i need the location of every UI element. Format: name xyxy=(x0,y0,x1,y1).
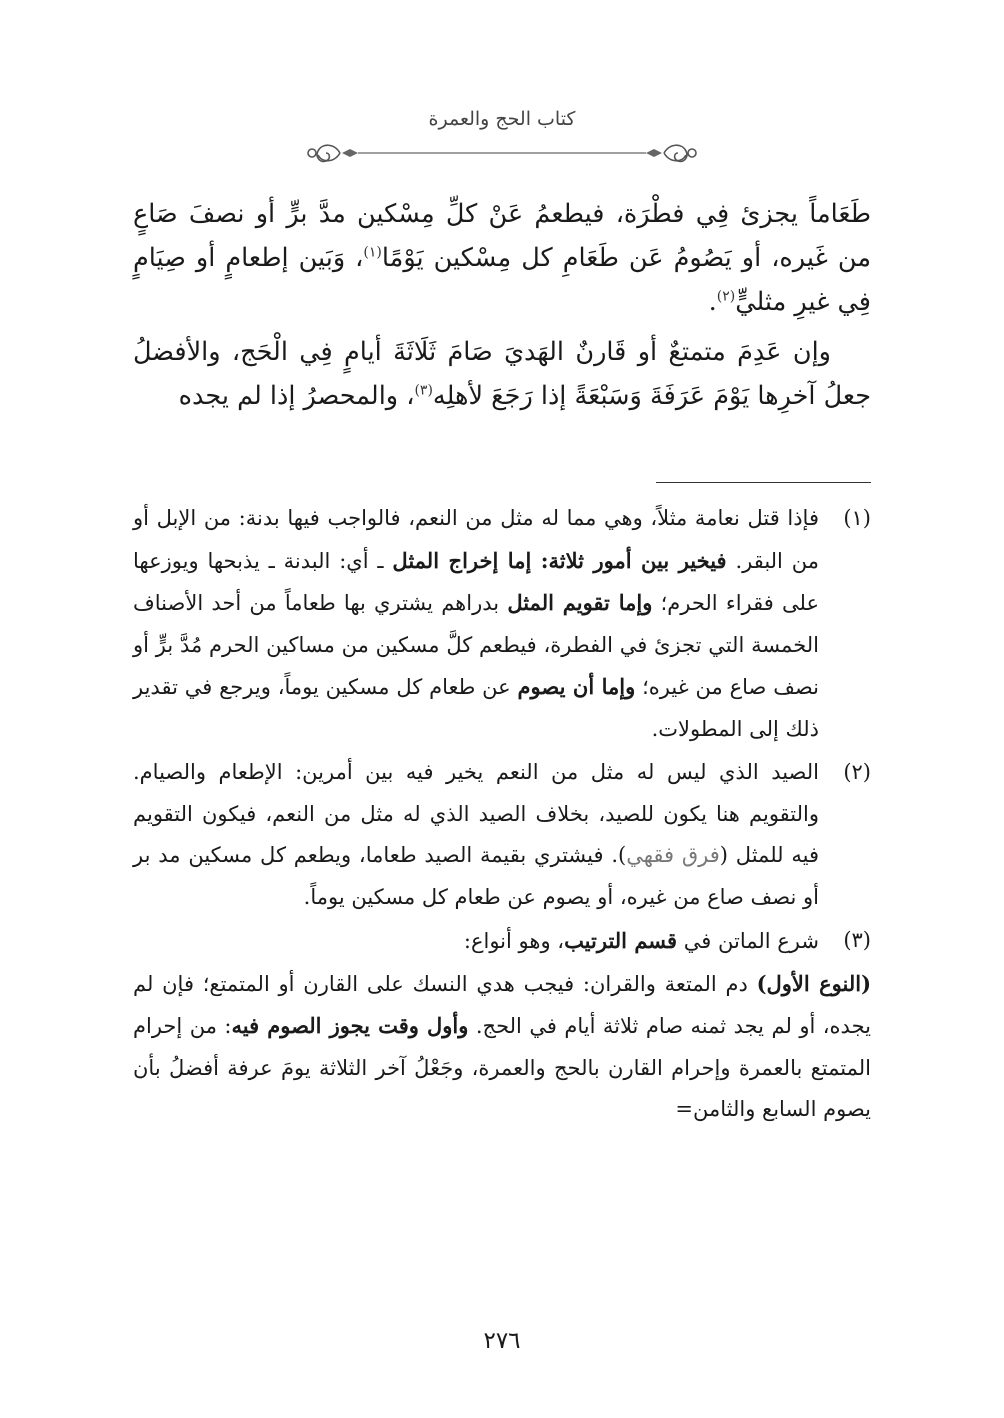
footnote-separator xyxy=(656,482,871,483)
footnote-ref-2[interactable]: (٢) xyxy=(716,288,736,305)
ornament-divider-icon xyxy=(300,136,704,170)
main-text xyxy=(133,192,871,418)
footnote-3: (٣) شرع الماتن في قسم الترتيب، وهو أنواع: xyxy=(133,920,871,963)
footnotes xyxy=(133,498,871,1131)
main-paragraph-2: وإن عَدِمَ متمتعٌ أو قَارنٌ الهَديَ صَامَ ثَلَاثَةَ أيامٍ فِي الْحَج، والأفضلُ جعلُ آخرِها يَوْمَ عَرَفَةَ وَسَبْعَةً إذا رَجَعَ لأهلِه$^{(٣)}$، والمحصرُ إذا لم يجده xyxy=(133,337,871,411)
footnote-number: (٢) xyxy=(843,760,871,784)
page-number: ٢٧٦ xyxy=(483,1328,521,1354)
running-header xyxy=(300,108,704,170)
footnote-3-continuation: (النوع الأول) دم المتعة والقران: فيجب هدي النسك على القارن أو المتمتع؛ فإن لم يجده، أو لم يجد ثمنه صام ثلاثة أيام في الحج. وأول وقت يجوز الصوم فيه: من إحرام المتمتع بالعمرة وإحرام القارن بالحج والعمرة، وجَعْلُ آخر الثلاثة يومَ عرفة أفضلُ بأن يصوم السابع والثامن= xyxy=(133,970,871,1121)
footnote-2: (٢) الصيد الذي ليس له مثل من النعم يخير فيه بين أمرين: الإطعام والصيام. والتقويم هنا يكون للصيد، بخلاف الصيد الذي له مثل من النعم، فيكون التقويم فيه للمثل (فرق فقهي). فيشتري بقيمة الصيد طعاما، ويطعم كل مسكين مد بر أو نصف صاع من غيره، أو يصوم عن طعام كل مسكين يوماً. xyxy=(133,752,871,918)
cross-reference-link[interactable]: فرق فقهي xyxy=(626,843,720,867)
footnote-1: (١) فإذا قتل نعامة مثلاً، وهي مما له مثل من النعم، فالواجب فيها بدنة: من الإبل أو من البقر. فيخير بين أمور ثلاثة: إما إخراج المثل ـ أي: البدنة ـ يذبحها ويوزعها على فقراء الحرم؛ وإما تقويم المثل بدراهم يشتري بها طعاماً من أحد الأصناف الخمسة التي تجزئ في الفطرة، فيطعم كلَّ مسكين من مساكين الحرم مُدَّ برٍّ أو نصف صاع من غيره؛ وإما أن يصوم عن طعام كل مسكين يوماً، ويرجع في تقدير ذلك إلى المطولات. xyxy=(133,498,871,750)
header-title: كتاب الحج والعمرة xyxy=(428,108,576,130)
footnote-number: (٣) xyxy=(843,928,871,952)
main-paragraph-1: طَعَاماً يجزئ فِي فطْرَة، فيطعمُ عَنْ كلِّ مِسْكين مدَّ برٍّ أو نصفَ صَاعٍ من غَيره، أو يَصُومُ عَن طَعَامِ كل مِسْكين يَوْمًا$^{(١)}$، وَبَين إطعامٍ أو صِيَامٍ فِي غيرِ مثليٍّ$^{(٢)}$. xyxy=(133,199,871,317)
footnote-ref-1[interactable]: (١) xyxy=(363,244,382,261)
footnote-ref-3[interactable]: (٣) xyxy=(414,382,433,399)
footnote-number: (١) xyxy=(843,506,871,530)
